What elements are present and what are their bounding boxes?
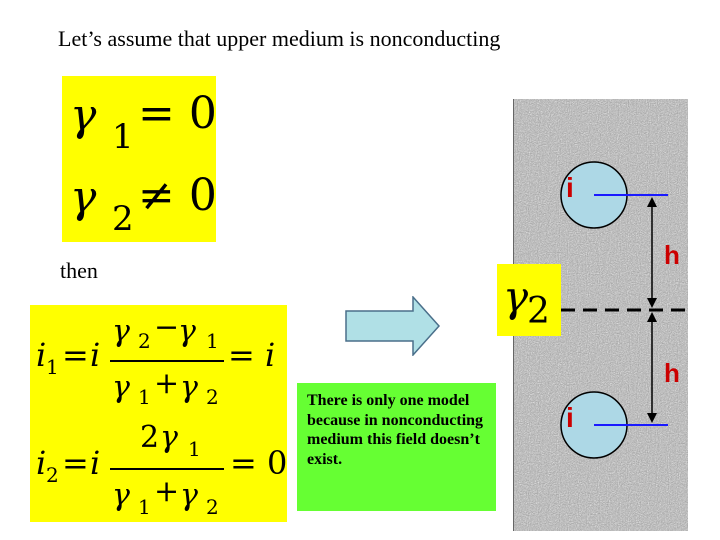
equals-sign: =: [62, 336, 89, 374]
gamma-symbol: γ: [180, 370, 198, 405]
gamma-subscript-1: 1: [112, 117, 134, 157]
gamma-symbol: γ: [112, 478, 130, 513]
gamma-symbol: γ: [180, 478, 198, 513]
subscript-2: 2: [206, 385, 219, 409]
arrow-head-icon: [647, 413, 657, 423]
i-symbol: i: [90, 336, 101, 374]
gamma-symbol: γ: [70, 172, 97, 223]
gamma-symbol: γ: [178, 314, 196, 349]
i1-symbol: i: [36, 336, 47, 374]
subscript-1: 1: [188, 437, 201, 461]
gamma-symbol: γ: [503, 272, 529, 321]
image-label: i: [566, 402, 574, 433]
subscript-1: 1: [138, 495, 151, 519]
equals-i: = i: [228, 336, 276, 374]
arrow-head-icon: [647, 312, 657, 322]
gamma-symbol: γ: [112, 314, 130, 349]
gamma-symbol: γ: [70, 90, 97, 141]
then-label: then: [60, 258, 98, 283]
page-heading: Let’s assume that upper medium is nonconducting: [58, 26, 501, 51]
height-label-bottom: h: [664, 358, 680, 388]
source-label: i: [566, 172, 574, 203]
gamma-subscript-2: 2: [112, 199, 134, 239]
i2-symbol: i: [36, 444, 47, 482]
numerator-two: 2: [140, 420, 160, 455]
arrow-head-icon: [647, 197, 657, 207]
gamma-symbol: γ: [112, 370, 130, 405]
subscript-2: 2: [138, 329, 151, 353]
i1-subscript: 1: [46, 355, 59, 379]
subscript-1: 1: [138, 385, 151, 409]
note-text: There is only one model because in nonconducting medium this field doesn’t exist.: [307, 392, 484, 468]
subscript-1: 1: [206, 329, 219, 353]
gamma2-not-equal-zero: ≠ 0: [138, 170, 217, 221]
height-label-top: h: [664, 240, 680, 270]
arrow-head-icon: [647, 298, 657, 308]
equals-zero: = 0: [230, 444, 288, 482]
plus-sign: +: [154, 366, 180, 401]
equals-sign: =: [62, 444, 89, 482]
gamma1-equals-zero: = 0: [138, 88, 217, 139]
minus-sign: −: [154, 310, 180, 345]
i-symbol: i: [90, 444, 101, 482]
gamma-symbol: γ: [160, 420, 178, 455]
subscript-2: 2: [527, 291, 550, 332]
i2-subscript: 2: [46, 463, 59, 487]
plus-sign: +: [154, 474, 180, 509]
subscript-2: 2: [206, 495, 219, 519]
